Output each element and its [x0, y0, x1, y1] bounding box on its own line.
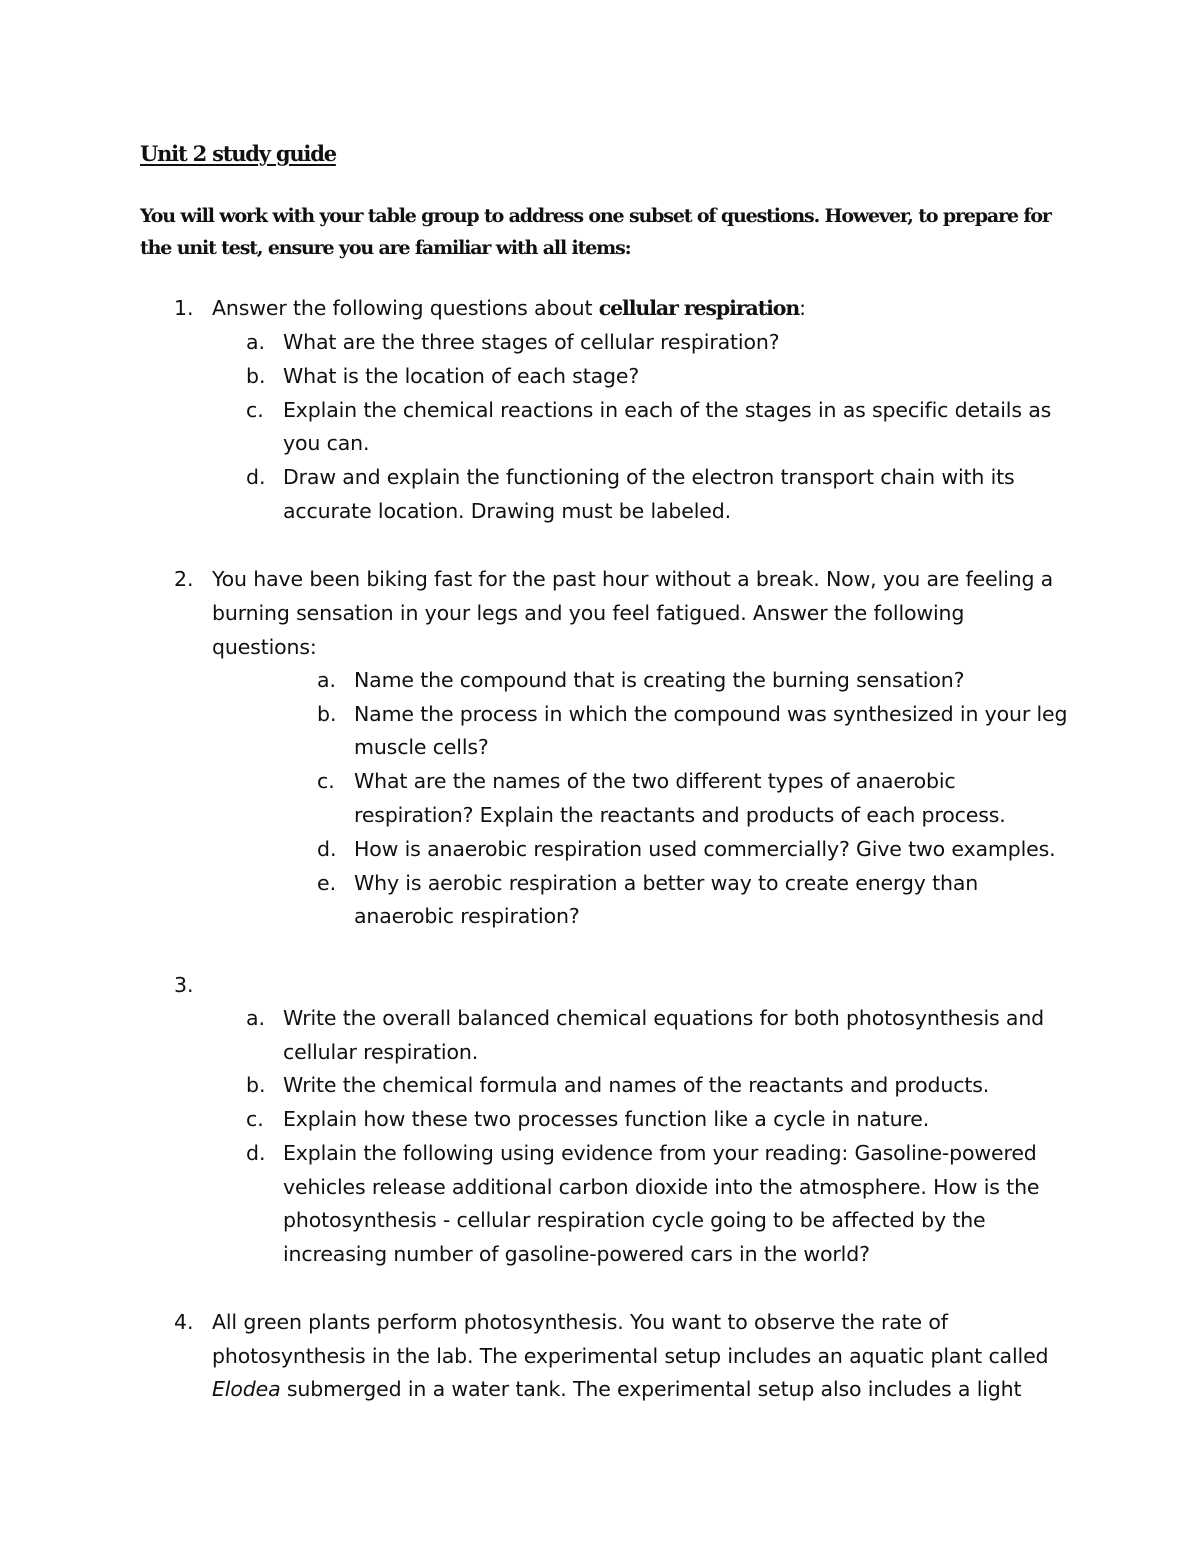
item-text: Explain how these two processes function like a cycle in nature.: [283, 1107, 930, 1131]
question-text: [212, 1377, 1021, 1401]
question-text: All green plants perform photosynthesis. You want to observe the rate of: [212, 1310, 948, 1334]
question-number: 4.: [174, 1310, 194, 1334]
emphasis-term: cellular respiration: [598, 296, 800, 320]
question-number: 1.: [174, 296, 194, 320]
item-text: Name the process in which the compound was synthesized in your leg: [354, 702, 1068, 726]
item-text: Name the compound that is creating the burning sensation?: [354, 668, 965, 692]
item-text: Explain the following using evidence from your reading: Gasoline-powered: [283, 1141, 1037, 1165]
species-name: Elodea: [212, 1377, 281, 1401]
item-text: What are the names of the two different types of anaerobic: [354, 769, 956, 793]
item-marker: d.: [317, 837, 337, 861]
item-marker: a.: [246, 1006, 266, 1030]
item-text: respiration? Explain the reactants and products of each process.: [354, 803, 1006, 827]
item-marker: d.: [246, 1141, 266, 1165]
item-text: Draw and explain the functioning of the electron transport chain with its: [283, 465, 1015, 489]
question-number: 3.: [174, 973, 194, 997]
question-text-suffix: :: [799, 296, 806, 320]
item-text: accurate location. Drawing must be labeled.: [283, 499, 731, 523]
question-text-prefix: Answer the following questions about: [212, 296, 599, 320]
question-text: burning sensation in your legs and you feel fatigued. Answer the following: [212, 601, 965, 625]
item-text: Write the chemical formula and names of the reactants and products.: [283, 1073, 990, 1097]
item-marker: b.: [246, 364, 266, 388]
question-text: You have been biking fast for the past hour without a break. Now, you are feeling a: [212, 567, 1054, 591]
item-text: Explain the chemical reactions in each of the stages in as specific details as: [283, 398, 1052, 422]
question-text-rest: submerged in a water tank. The experimental setup also includes a light: [280, 1377, 1022, 1401]
item-marker: b.: [246, 1073, 266, 1097]
item-text: anaerobic respiration?: [354, 904, 580, 928]
item-marker: d.: [246, 465, 266, 489]
item-marker: e.: [317, 871, 337, 895]
item-text: increasing number of gasoline-powered cars in the world?: [283, 1242, 870, 1266]
question-text: questions:: [212, 635, 317, 659]
item-marker: c.: [246, 398, 264, 422]
item-marker: c.: [246, 1107, 264, 1131]
item-text: you can.: [283, 431, 370, 455]
item-text: Why is aerobic respiration a better way to create energy than: [354, 871, 979, 895]
page-title: Unit 2 study guide: [140, 141, 336, 166]
intro-text: You will work with your table group to address one subset of questions. However, to prepare for the unit test, ensure you are familiar with all items:: [140, 205, 1051, 259]
item-marker: a.: [317, 668, 337, 692]
question-number: 2.: [174, 567, 194, 591]
item-text: What is the location of each stage?: [283, 364, 640, 388]
item-text: What are the three stages of cellular respiration?: [283, 330, 780, 354]
question-text: photosynthesis in the lab. The experimental setup includes an aquatic plant called: [212, 1344, 1049, 1368]
item-text: photosynthesis - cellular respiration cycle going to be affected by the: [283, 1208, 986, 1232]
item-text: vehicles release additional carbon dioxide into the atmosphere. How is the: [283, 1175, 1040, 1199]
item-text: Write the overall balanced chemical equations for both photosynthesis and: [283, 1006, 1045, 1030]
item-text: How is anaerobic respiration used commercially? Give two examples.: [354, 837, 1056, 861]
item-text: muscle cells?: [354, 735, 489, 759]
item-text: cellular respiration.: [283, 1040, 479, 1064]
question-text: [212, 296, 806, 320]
item-marker: b.: [317, 702, 337, 726]
item-marker: c.: [317, 769, 335, 793]
item-marker: a.: [246, 330, 266, 354]
